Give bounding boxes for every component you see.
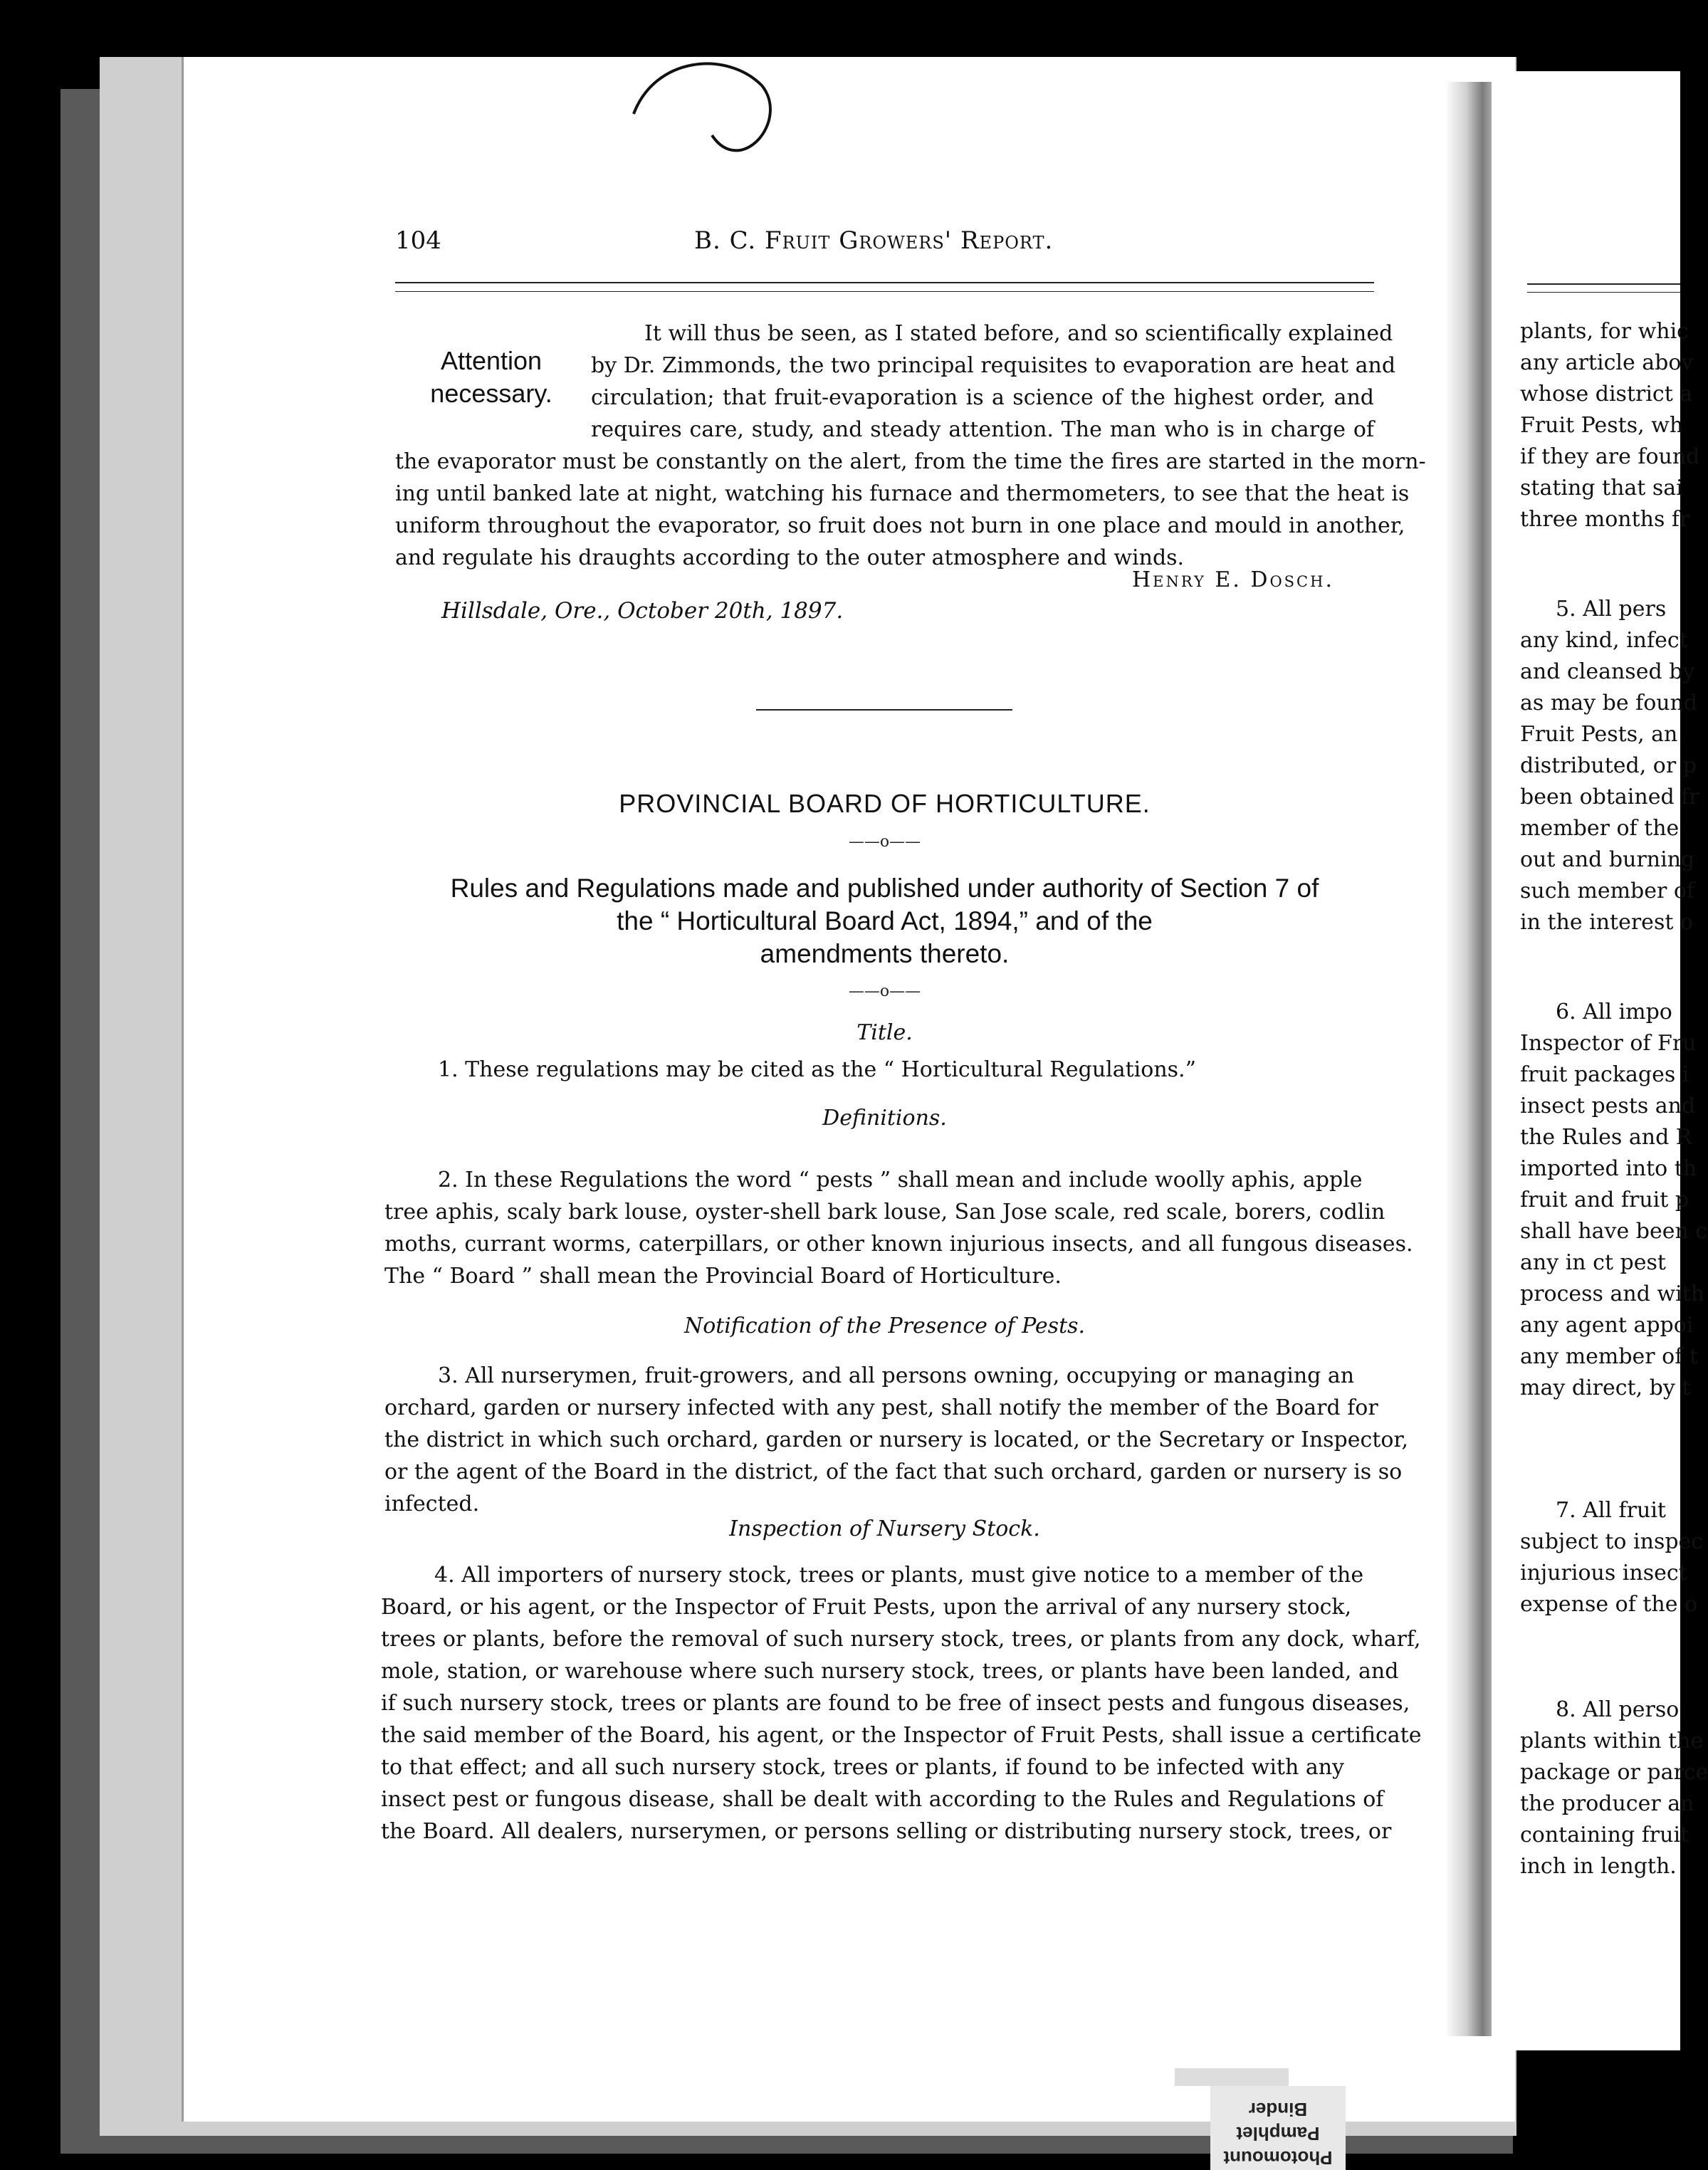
board-title: PROVINCIAL BOARD OF HORTICULTURE. (619, 789, 1151, 818)
right-block-6 (1520, 997, 1708, 1404)
reg4-line: if such nursery stock, trees or plants are found to be free of insect pests and fungous diseases, (381, 1691, 1410, 1716)
binder-stamp (1210, 2086, 1346, 2170)
right-line: any agent appoi (1520, 1313, 1694, 1338)
right-line: as may be found (1520, 691, 1698, 716)
reg4-line: 4. All importers of nursery stock, trees or plants, must give notice to a member of the (434, 1563, 1364, 1588)
rules-subtitle (384, 872, 1385, 970)
stamp-strip (1175, 2068, 1289, 2086)
intro-line: the evaporator must be constantly on the alert, from the time the fires are started in the morn- (395, 449, 1426, 474)
right-block-1 (1520, 316, 1700, 535)
reg2-line: 2. In these Regulations the word “ pests ” shall mean and include woolly aphis, apple (438, 1168, 1363, 1193)
right-line: package or parce (1520, 1760, 1708, 1785)
right-line: Fruit Pests, an (1520, 722, 1678, 747)
right-line: 8. All perso (1556, 1697, 1680, 1722)
subtitle-line: Rules and Regulations made and published under authority of Section 7 of (450, 874, 1319, 903)
right-line: been obtained fr (1520, 785, 1699, 809)
right-line: inch in length. (1520, 1854, 1677, 1879)
heading-inspection: Inspection of Nursery Stock. (729, 1516, 1040, 1541)
page-number: 104 (395, 226, 441, 255)
reg2-line: The “ Board ” shall mean the Provincial Board of Horticulture. (384, 1264, 1062, 1289)
reg2-line: moths, currant worms, caterpillars, or other known injurious insects, and all fungous diseases. (384, 1232, 1413, 1257)
right-line: plants, for whic (1520, 319, 1689, 344)
right-line: insect pests and (1520, 1094, 1696, 1118)
right-header-rule (1527, 283, 1680, 285)
reg2-line: tree aphis, scaly bark louse, oyster-shell bark louse, San Jose scale, red scale, borers, codlin (384, 1200, 1385, 1225)
right-line: containing fruit (1520, 1823, 1689, 1847)
subtitle-line: the “ Horticultural Board Act, 1894,” and of the (617, 906, 1153, 935)
right-line: any in ct pest (1520, 1250, 1666, 1275)
right-line: subject to inspec (1520, 1529, 1704, 1554)
right-line: imported into th (1520, 1156, 1697, 1181)
right-line: plants within the (1520, 1729, 1704, 1754)
right-line: expense of the o (1520, 1592, 1698, 1617)
right-line: any kind, infect (1520, 628, 1688, 653)
reg3-line: infected. (384, 1492, 480, 1516)
heading-title: Title. (856, 1020, 913, 1045)
right-block-5 (1520, 594, 1699, 938)
intro-line: ing until banked late at night, watching his furnace and thermometers, to see that the heat is (395, 481, 1410, 506)
book-gutter (1445, 82, 1499, 2036)
right-line: any article abov (1520, 350, 1694, 375)
right-line: shall have been c (1520, 1219, 1708, 1244)
right-header-rule-thin (1527, 292, 1680, 293)
subtitle-line: amendments thereto. (760, 939, 1010, 968)
reg3-line: orchard, garden or nursery infected with any pest, shall notify the member of the Board for (384, 1395, 1378, 1420)
reg4-line: insect pest or fungous disease, shall be dealt with according to the Rules and Regulations of (381, 1787, 1384, 1812)
right-block-8 (1520, 1694, 1708, 1882)
intro-line: and regulate his draughts according to the outer atmosphere and winds. (395, 545, 1185, 570)
right-line: if they are found (1520, 444, 1700, 469)
right-line: out and burning (1520, 847, 1695, 872)
intro-indented-lines (591, 318, 1396, 446)
side-note-line: necessary. (430, 379, 552, 408)
reg3-line: the district in which such orchard, garden or nursery is located, or the Secretary or Inspector, (384, 1427, 1408, 1452)
reg3-line: or the agent of the Board in the district, of the fact that such orchard, garden or nursery is so (384, 1459, 1403, 1484)
right-line: Fruit Pests, wh (1520, 413, 1684, 438)
intro-line: uniform throughout the evaporator, so fruit does not burn in one place and mould in another, (395, 513, 1405, 538)
regulation-1: 1. These regulations may be cited as the “ Horticultural Regulations.” (438, 1057, 1196, 1082)
stamp-line: Photomount (1223, 2147, 1333, 2169)
reg4-line: Board, or his agent, or the Inspector of Fruit Pests, upon the arrival of any nursery stock, (381, 1595, 1352, 1620)
right-line: injurious insect (1520, 1561, 1687, 1585)
intro-line: circulation; that fruit-evaporation is a science of the highest order, and (591, 385, 1374, 410)
right-line: such member of (1520, 879, 1695, 903)
reg4-line: the said member of the Board, his agent, or the Inspector of Fruit Pests, shall issue a certificate (381, 1723, 1422, 1748)
right-line: Inspector of Fru (1520, 1031, 1697, 1056)
signature: Henry E. Dosch. (1132, 567, 1334, 592)
reg4-line: trees or plants, before the removal of such nursery stock, trees, or plants from any dock, wharf, (381, 1627, 1421, 1652)
right-line: 7. All fruit (1556, 1498, 1666, 1523)
right-line: fruit and fruit p (1520, 1188, 1689, 1212)
right-line: distributed, or p (1520, 753, 1697, 778)
intro-line: by Dr. Zimmonds, the two principal requisites to evaporation are heat and (591, 353, 1396, 378)
right-line: the producer an (1520, 1791, 1694, 1816)
intro-line: requires care, study, and steady attention. The man who is in charge of (591, 417, 1374, 442)
ink-loop-mark (627, 43, 797, 164)
section-separator (756, 709, 1012, 711)
regulation-2 (384, 1164, 1413, 1292)
right-line: any member of t (1520, 1344, 1698, 1369)
right-line: 5. All pers (1556, 597, 1667, 622)
right-line: fruit packages i (1520, 1062, 1689, 1087)
reg4-line: mole, station, or warehouse where such nursery stock, trees, or plants have been landed, and (381, 1659, 1399, 1684)
right-line: member of the (1520, 816, 1680, 841)
regulation-4 (381, 1559, 1422, 1847)
right-line: may direct, by t (1520, 1375, 1691, 1400)
intro-line: It will thus be seen, as I stated before, and so scientifically explained (644, 321, 1393, 346)
right-line: process and with (1520, 1281, 1705, 1306)
regulation-3 (384, 1360, 1408, 1520)
right-block-7 (1520, 1495, 1704, 1620)
ornament: ——o—— (848, 833, 921, 851)
right-line: in the interest o (1520, 910, 1693, 935)
running-head: B. C. Fruit Growers' Report. (694, 226, 1054, 255)
header-rule-thin (395, 291, 1374, 292)
right-line: stating that sai (1520, 476, 1683, 500)
side-note-line: Attention (440, 346, 543, 375)
right-line: whose district a (1520, 382, 1693, 407)
heading-definitions: Definitions. (822, 1106, 947, 1131)
right-line: three months fr (1520, 507, 1690, 532)
right-line: and cleansed by (1520, 659, 1695, 684)
stamp-line: Pamphlet (1236, 2123, 1320, 2144)
reg4-line: the Board. All dealers, nurserymen, or persons selling or distributing nursery stock, trees, or (381, 1819, 1392, 1844)
stamp-line: Binder (1248, 2099, 1308, 2120)
header-rule (395, 282, 1374, 283)
ornament: ——o—— (848, 982, 921, 1000)
dateline: Hillsdale, Ore., October 20th, 1897. (441, 598, 844, 624)
intro-full-lines (395, 446, 1426, 574)
right-line: the Rules and R (1520, 1125, 1692, 1150)
side-note (416, 345, 566, 410)
reg4-line: to that effect; and all such nursery stock, trees or plants, if found to be infected with any (381, 1755, 1344, 1780)
heading-notification: Notification of the Presence of Pests. (683, 1314, 1086, 1338)
reg3-line: 3. All nurserymen, fruit-growers, and all persons owning, occupying or managing an (438, 1363, 1355, 1388)
right-line: 6. All impo (1556, 1000, 1672, 1024)
